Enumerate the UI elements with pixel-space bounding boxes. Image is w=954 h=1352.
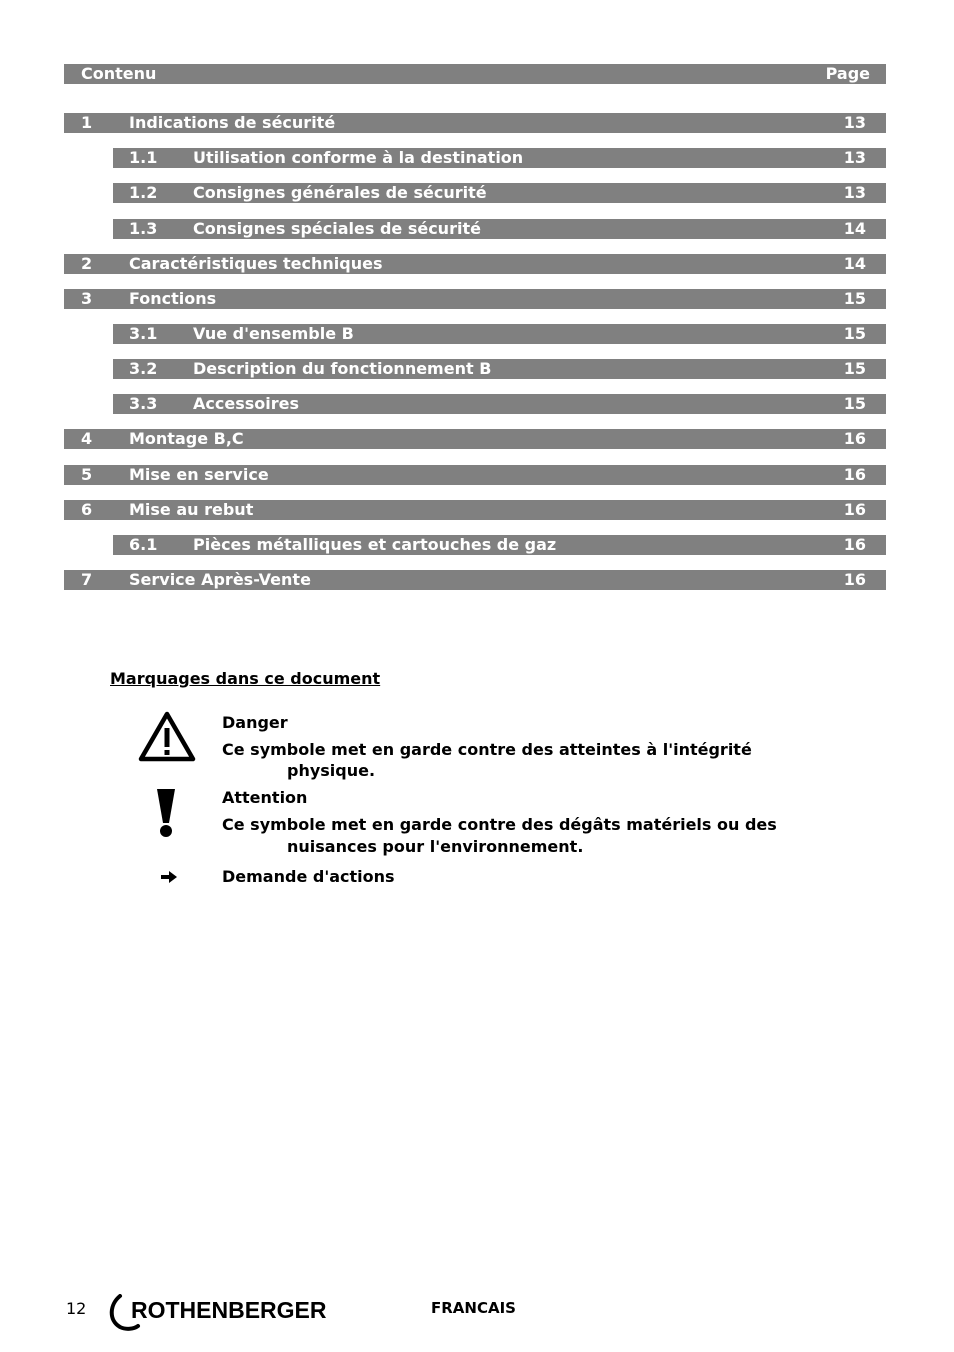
toc-entry-page: 14 (843, 254, 866, 273)
toc-entry[interactable] (113, 359, 886, 379)
toc-entry[interactable] (64, 570, 886, 590)
toc-header (64, 64, 886, 84)
toc-entry-title: Fonctions (129, 289, 217, 308)
toc-header-page: Page (825, 64, 870, 83)
language-label: FRANCAIS (431, 1299, 516, 1317)
toc-entry-title: Indications de sécurité (129, 113, 336, 132)
toc-entry-page: 15 (843, 289, 866, 308)
danger-description: Ce symbole met en garde contre des atteintes à l'intégrité (222, 740, 752, 759)
rothenberger-logo (106, 1294, 346, 1332)
toc-entry-page: 15 (843, 359, 866, 378)
toc-entry[interactable] (64, 429, 886, 449)
toc-entry-number: 1.1 (129, 148, 158, 167)
toc-entry[interactable] (64, 500, 886, 520)
toc-entry-page: 13 (843, 148, 866, 167)
toc-entry-number: 2 (81, 254, 93, 273)
toc-entry-title: Mise au rebut (129, 500, 254, 519)
toc-entry[interactable] (113, 183, 886, 203)
toc-entry-number: 6 (81, 500, 93, 519)
toc-entry-page: 14 (843, 219, 866, 238)
toc-entry-title: Montage B,C (129, 429, 244, 448)
toc-entry-title: Consignes générales de sécurité (193, 183, 487, 202)
toc-entry-number: 6.1 (129, 535, 158, 554)
toc-entry[interactable] (113, 394, 886, 414)
toc-entry[interactable] (64, 289, 886, 309)
toc-entry-title: Description du fonctionnement B (193, 359, 492, 378)
toc-entry-title: Mise en service (129, 465, 269, 484)
toc-entry-number: 5 (81, 465, 93, 484)
toc-entry-page: 16 (843, 500, 866, 519)
toc-entry-title: Accessoires (193, 394, 299, 413)
warning-triangle-icon (138, 710, 196, 762)
toc-entry-title: Consignes spéciales de sécurité (193, 219, 481, 238)
toc-entry-title: Pièces métalliques et cartouches de gaz (193, 535, 557, 554)
toc-entry-page: 16 (843, 429, 866, 448)
toc-entry-title: Caractéristiques techniques (129, 254, 383, 273)
brand-name: ROTHENBERGER (131, 1297, 327, 1323)
toc-entry-title: Utilisation conforme à la destination (193, 148, 524, 167)
toc-entry-number: 1 (81, 113, 93, 132)
toc-header-title: Contenu (81, 64, 157, 83)
toc-entry[interactable] (113, 535, 886, 555)
legend-title: Marquages dans ce document (110, 669, 381, 688)
toc-entry-number: 3.1 (129, 324, 158, 343)
toc-entry-number: 3.2 (129, 359, 158, 378)
toc-entry[interactable] (113, 148, 886, 168)
toc-entry-page: 15 (843, 324, 866, 343)
toc-entry-title: Service Après-Vente (129, 570, 311, 589)
toc-entry[interactable] (64, 113, 886, 133)
page-number: 12 (66, 1299, 87, 1318)
toc-entry-number: 1.2 (129, 183, 158, 202)
attention-label: Attention (222, 788, 308, 807)
toc-entry-page: 13 (843, 183, 866, 202)
toc-entry[interactable] (64, 254, 886, 274)
attention-description: Ce symbole met en garde contre des dégâts matériels ou des (222, 815, 777, 834)
toc-entry-page: 16 (843, 465, 866, 484)
toc-entry-number: 7 (81, 570, 93, 589)
action-label: Demande d'actions (222, 867, 395, 886)
danger-description-continued: physique. (287, 761, 376, 780)
toc-entry[interactable] (113, 324, 886, 344)
toc-entry-page: 13 (843, 113, 866, 132)
toc-entry[interactable] (113, 219, 886, 239)
danger-label: Danger (222, 713, 288, 732)
exclamation-icon (155, 787, 177, 839)
arrow-right-icon (160, 869, 178, 885)
toc-entry-page: 16 (843, 535, 866, 554)
toc-entry-number: 4 (81, 429, 93, 448)
toc-entry[interactable] (64, 465, 886, 485)
toc-entry-page: 15 (843, 394, 866, 413)
toc-entry-number: 1.3 (129, 219, 158, 238)
toc-entry-title: Vue d'ensemble B (193, 324, 354, 343)
toc-entry-page: 16 (843, 570, 866, 589)
toc-entry-number: 3 (81, 289, 93, 308)
attention-description-continued: nuisances pour l'environnement. (287, 837, 584, 856)
toc-entry-number: 3.3 (129, 394, 158, 413)
